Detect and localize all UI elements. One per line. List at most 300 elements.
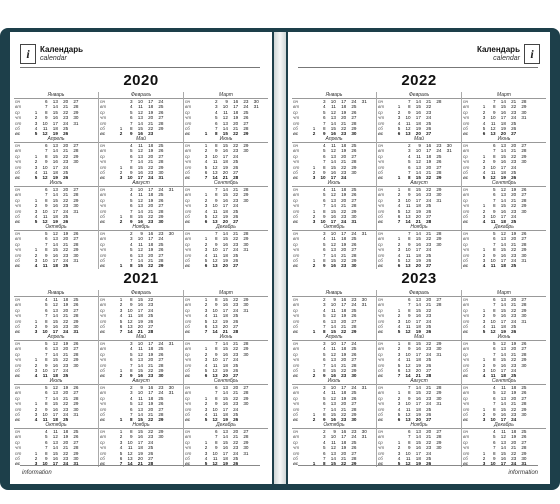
day-cell: 22 — [148, 164, 154, 170]
weekday-label: чт — [293, 203, 300, 209]
weekday-label: вт — [463, 346, 470, 352]
day-cell: 1 — [482, 357, 486, 363]
day-cell: 30 — [436, 241, 442, 247]
weekday-label: пн — [185, 385, 191, 390]
month-grid — [183, 290, 268, 335]
day-cell: 31 — [361, 302, 367, 308]
day-cell: 22 — [233, 131, 239, 137]
day-cell: 17 — [222, 406, 228, 412]
day-cell: 23 — [233, 148, 239, 154]
weekday-label: пт — [378, 164, 385, 170]
day-cell: 10 — [42, 164, 48, 170]
day-cell: 11 — [212, 159, 218, 165]
day-cell: 4 — [323, 346, 326, 352]
day-cell: 8 — [323, 329, 326, 335]
day-cell: 23 — [148, 434, 154, 440]
day-cell: 8 — [215, 143, 218, 148]
day-cell: 28 — [73, 313, 79, 319]
day-cell: 17 — [222, 203, 228, 209]
day-cell: 8 — [323, 367, 326, 373]
day-cell: 8 — [215, 192, 218, 198]
day-cell: 25 — [351, 187, 357, 192]
day-cell: 1 — [482, 247, 486, 253]
day-cell: 24 — [351, 99, 357, 104]
day-cell: 30 — [436, 395, 442, 401]
day-cell: 30 — [168, 385, 174, 390]
day-cell: 4 — [323, 390, 326, 396]
day-cell: 17 — [137, 175, 143, 181]
day-cell: 21 — [63, 241, 69, 247]
day-cell: 9 — [130, 169, 133, 175]
day-cell: 14 — [405, 373, 411, 379]
weekday-label: вс — [293, 461, 299, 467]
day-cell: 27 — [158, 357, 164, 363]
day-cell: 4 — [130, 104, 133, 110]
day-cell: 22 — [233, 297, 239, 302]
day-cell: 27 — [158, 406, 164, 412]
day-cell: 29 — [243, 439, 249, 445]
day-cell: 9 — [323, 131, 326, 137]
day-cell: 26 — [521, 187, 527, 192]
month-grid — [14, 334, 98, 379]
day-cell: 10 — [42, 461, 48, 467]
day-cell: 10 — [405, 247, 411, 253]
weekday-label: вс — [185, 131, 191, 137]
day-cell: 27 — [521, 395, 527, 401]
day-cell: 3 — [119, 307, 123, 313]
day-cell: 4 — [130, 395, 133, 401]
day-cell: 24 — [426, 351, 432, 357]
day-cell: 4 — [482, 373, 486, 379]
day-cell: 18 — [222, 208, 228, 214]
day-cell: 5 — [119, 450, 123, 456]
day-cell: 3 — [34, 120, 38, 126]
day-cell: 25 — [233, 208, 239, 214]
day-cell: 12 — [330, 313, 336, 319]
day-cell: 3 — [204, 406, 208, 412]
weekday-label: вс — [378, 373, 384, 379]
day-cell: 24 — [426, 115, 432, 121]
day-cell: 28 — [148, 329, 154, 335]
weekday-label: вс — [293, 175, 299, 181]
day-cell: 2 — [408, 143, 411, 148]
day-cell: 6 — [397, 417, 401, 423]
weekday-label: сб — [100, 455, 105, 461]
day-cell: 7 — [215, 390, 218, 396]
day-cell: 7 — [408, 434, 411, 440]
day-cell: 12 — [490, 125, 496, 131]
day-cell: 19 — [500, 175, 506, 181]
weekday-label: пт — [15, 406, 22, 412]
quarter-row — [14, 136, 268, 181]
day-cell: 3 — [408, 148, 411, 154]
day-cell: 6 — [397, 367, 401, 373]
day-cell: 24 — [148, 439, 154, 445]
day-cell: 13 — [212, 219, 218, 225]
month-grid — [376, 378, 461, 423]
month-grid — [461, 378, 546, 423]
weekday-label: сб — [185, 169, 190, 175]
day-cell: 25 — [158, 395, 164, 401]
day-cell: 5 — [323, 241, 326, 247]
day-cell: 16 — [52, 455, 58, 461]
day-cell: 18 — [148, 143, 154, 148]
weekday-label: чт — [185, 203, 192, 209]
day-cell: 27 — [233, 169, 239, 175]
day-cell: 7 — [323, 323, 326, 329]
weekday-label: сб — [15, 125, 20, 131]
day-cell: 27 — [436, 297, 442, 302]
day-cell: 3 — [323, 231, 326, 236]
day-cell: 4 — [204, 313, 208, 319]
day-cell: 10 — [42, 411, 48, 417]
day-cell: 11 — [212, 411, 218, 417]
month-grid — [183, 334, 268, 379]
day-cell: 5 — [204, 164, 208, 170]
day-cell: 28 — [243, 434, 249, 440]
day-cell: 5 — [323, 148, 326, 154]
day-cell: 26 — [426, 208, 432, 214]
weekday-label: ср — [15, 197, 20, 203]
day-cell: 27 — [158, 252, 164, 258]
day-cell: 3 — [397, 197, 401, 203]
month-grid — [98, 378, 183, 423]
day-cell: 30 — [436, 346, 442, 352]
day-cell: 27 — [521, 192, 527, 198]
day-cell: 15 — [330, 208, 336, 214]
day-cell: 2 — [204, 148, 208, 154]
day-cell: 2 — [482, 362, 486, 368]
day-cell: 23 — [511, 159, 517, 165]
day-cell: 23 — [341, 373, 347, 379]
weekday-label: вс — [378, 219, 384, 225]
weekday-label: вс — [463, 461, 469, 467]
day-cell: 1 — [312, 164, 316, 170]
weekday-label: вт — [185, 390, 192, 396]
month-grid — [292, 334, 376, 379]
day-cell: 17 — [137, 307, 143, 313]
day-cell: 9 — [418, 143, 421, 148]
day-cell: 10 — [490, 115, 496, 121]
day-cell: 6 — [493, 192, 496, 198]
day-cell: 30 — [351, 213, 357, 219]
day-cell: 18 — [148, 346, 154, 352]
month-name: Июль — [292, 378, 376, 385]
day-cell: 30 — [521, 252, 527, 258]
day-cell: 24 — [233, 450, 239, 456]
day-cell: 7 — [323, 406, 326, 412]
day-cell: 15 — [52, 357, 58, 363]
day-cell: 18 — [341, 346, 347, 352]
weekday-label: пт — [293, 208, 300, 214]
day-cell: 26 — [351, 445, 357, 451]
day-cell: 8 — [493, 307, 496, 313]
day-cell: 3 — [34, 411, 38, 417]
day-cell: 6 — [408, 297, 411, 302]
day-cell: 15 — [415, 439, 421, 445]
day-cell: 23 — [351, 429, 357, 434]
weekday-label: вт — [100, 236, 107, 242]
day-cell: 8 — [215, 395, 218, 401]
weekday-label: вт — [293, 236, 300, 242]
day-cell: 20 — [415, 263, 421, 269]
day-cell: 17 — [52, 461, 58, 467]
day-cell: 22 — [63, 153, 69, 159]
day-cell: 4 — [397, 323, 401, 329]
day-cell: 31 — [361, 231, 367, 236]
day-cell: 13 — [500, 143, 506, 148]
day-cell: 12 — [330, 192, 336, 198]
day-cell: 8 — [493, 247, 496, 253]
day-cell: 12 — [500, 187, 506, 192]
day-cell: 15 — [222, 192, 228, 198]
month-name: Сентябрь — [462, 180, 546, 187]
day-cell: 26 — [521, 231, 527, 236]
day-cell: 7 — [493, 445, 496, 451]
day-cell: 6 — [45, 346, 48, 352]
day-cell: 5 — [119, 318, 123, 324]
month-grid — [461, 136, 546, 181]
day-cell: 5 — [323, 395, 326, 401]
day-cell: 21 — [511, 148, 517, 154]
month-grid — [98, 136, 183, 181]
day-cell: 22 — [426, 175, 432, 181]
day-cell: 15 — [415, 175, 421, 181]
month-grid — [461, 224, 546, 269]
day-cell: 6 — [130, 203, 133, 209]
day-cell: 14 — [500, 302, 506, 308]
day-cell: 3 — [34, 461, 38, 467]
weekday-label: пн — [378, 385, 384, 390]
month-name: Декабрь — [462, 224, 546, 231]
month-name: Январь — [14, 92, 98, 99]
day-cell: 7 — [215, 341, 218, 346]
day-cell: 7 — [493, 99, 496, 104]
weekday-label: сб — [100, 367, 105, 373]
day-cell: 16 — [222, 351, 228, 357]
weekday-label: пн — [463, 99, 469, 104]
day-cell: 1 — [397, 187, 401, 192]
day-cell: 8 — [323, 208, 326, 214]
day-cell: 24 — [148, 307, 154, 313]
weekday-label: сб — [100, 125, 105, 131]
day-cell: 16 — [330, 263, 336, 269]
day-cell — [516, 263, 526, 268]
weekday-label: сб — [293, 169, 298, 175]
day-cell: 13 — [500, 439, 506, 445]
day-cell: 13 — [330, 115, 336, 121]
day-cell: 22 — [341, 367, 347, 373]
day-cell: 29 — [243, 192, 249, 198]
day-cell: 13 — [52, 307, 58, 313]
weekday-label: пт — [293, 450, 300, 456]
day-cell: 9 — [45, 406, 48, 412]
weekday-label: пт — [100, 120, 107, 126]
day-cell: 3 — [130, 187, 133, 192]
day-cell: 15 — [500, 153, 506, 159]
day-cell: 2 — [312, 263, 316, 269]
month-grid — [98, 224, 183, 269]
month-grid — [98, 92, 183, 137]
weekday-label: пт — [378, 208, 385, 214]
day-cell: 26 — [521, 434, 527, 440]
day-cell: 16 — [222, 302, 228, 308]
day-cell: 21 — [63, 192, 69, 198]
day-cell: 2 — [397, 395, 401, 401]
weekday-label: ср — [100, 439, 105, 445]
day-cell: 20 — [148, 252, 154, 258]
weekday-label: ср — [293, 395, 298, 401]
day-cell: 16 — [233, 99, 239, 104]
day-cell: 23 — [341, 417, 347, 423]
day-cell: 30 — [521, 411, 527, 417]
day-cell: 12 — [330, 395, 336, 401]
day-cell: 19 — [63, 434, 69, 440]
day-cell: 5 — [45, 341, 48, 346]
month-name: Март — [184, 92, 268, 99]
day-cell: 15 — [500, 104, 506, 110]
weekday-label: вт — [15, 434, 22, 440]
day-cell: 11 — [223, 109, 228, 115]
day-cell: 20 — [511, 297, 517, 302]
day-cell: 17 — [500, 164, 506, 170]
day-cell: 17 — [500, 115, 506, 121]
day-cell: 20 — [341, 450, 347, 456]
weekday-label: вс — [378, 417, 384, 423]
day-cell: 25 — [351, 346, 357, 352]
day-cell: 29 — [243, 143, 249, 148]
day-cell: 19 — [222, 257, 228, 263]
day-cell: 23 — [148, 169, 154, 175]
day-cell: 9 — [493, 208, 496, 214]
day-cell: 10 — [42, 367, 48, 373]
month-name: Апрель — [14, 334, 98, 341]
day-cell: 16 — [330, 417, 336, 423]
weekday-label: чт — [15, 445, 22, 451]
weekday-label: сб — [15, 455, 20, 461]
day-cell: 9 — [323, 417, 326, 423]
day-cell: 29 — [73, 318, 79, 324]
day-cell: 1 — [397, 439, 401, 445]
day-cell: 8 — [493, 357, 496, 363]
day-cell: 15 — [330, 125, 336, 131]
weekday-label: вт — [185, 434, 192, 440]
day-cell: 8 — [45, 153, 48, 159]
day-cell: 29 — [243, 395, 249, 401]
month-name: Июнь — [184, 334, 268, 341]
day-cell: 30 — [158, 169, 164, 175]
day-cell: 17 — [148, 99, 154, 104]
day-cell: 10 — [42, 208, 48, 214]
day-cell: 8 — [215, 236, 218, 242]
day-cell: 7 — [408, 385, 411, 390]
weekday-label: пн — [463, 385, 469, 390]
weekday-label: сб — [15, 169, 20, 175]
day-cell: 27 — [351, 115, 357, 121]
day-cell: 16 — [330, 131, 336, 137]
day-cell: 15 — [415, 341, 421, 346]
day-cell: 8 — [45, 197, 48, 203]
day-cell: 5 — [45, 434, 48, 440]
day-cell: 20 — [148, 153, 154, 159]
day-cell: 5 — [493, 341, 496, 346]
day-cell: 20 — [222, 169, 228, 175]
day-cell: 2 — [204, 197, 208, 203]
day-cell: 16 — [426, 143, 432, 148]
day-cell: 19 — [233, 115, 239, 121]
weekday-label: ср — [15, 109, 20, 115]
day-cell: 17 — [222, 153, 228, 159]
day-cell: 31 — [361, 99, 367, 104]
day-cell: 2 — [482, 313, 486, 319]
weekday-label: пт — [378, 120, 385, 126]
day-cell: 8 — [45, 109, 48, 115]
day-cell: 22 — [426, 104, 432, 110]
day-cell: 6 — [130, 357, 133, 363]
day-cell: 2 — [34, 362, 38, 368]
day-cell: 3 — [482, 367, 486, 373]
month-grid — [14, 136, 98, 181]
month-name: Январь — [292, 92, 376, 99]
day-cell: 15 — [137, 297, 143, 302]
day-cell: 18 — [415, 120, 421, 126]
day-cell: 2 — [482, 109, 486, 115]
day-cell: 14 — [52, 395, 58, 401]
day-cell: 15 — [222, 131, 228, 137]
day-cell: 8 — [408, 390, 411, 396]
day-cell: 21 — [148, 208, 154, 214]
day-cell: 12 — [405, 125, 411, 131]
day-cell: 16 — [500, 455, 506, 461]
day-cell: 13 — [405, 213, 411, 219]
day-cell: 20 — [233, 429, 239, 434]
weekday-label: ср — [463, 351, 468, 357]
day-cell: 21 — [341, 252, 347, 258]
day-cell: 21 — [511, 241, 517, 247]
day-cell: 12 — [405, 362, 411, 368]
day-cell: 29 — [436, 187, 442, 192]
weekday-label: чт — [378, 115, 385, 121]
day-cell: 11 — [42, 373, 48, 379]
day-cell: 3 — [312, 175, 316, 181]
day-cell: 12 — [42, 219, 48, 225]
day-cell: 5 — [204, 213, 208, 219]
header-rule — [20, 67, 260, 68]
day-cell: 21 — [511, 302, 517, 308]
day-cell: 17 — [341, 302, 347, 308]
day-cell: 27 — [73, 236, 79, 242]
day-cell: 25 — [233, 411, 239, 417]
day-cell: 9 — [45, 252, 48, 258]
weekday-label: чт — [293, 247, 300, 253]
day-cell: 22 — [426, 341, 432, 346]
day-cell: 2 — [482, 411, 486, 417]
weekday-label: пн — [463, 341, 469, 346]
day-cell: 28 — [351, 120, 357, 126]
day-cell: 2 — [34, 159, 38, 165]
day-cell: 11 — [405, 323, 411, 329]
day-cell: 17 — [500, 461, 506, 467]
day-cell: 4 — [130, 241, 133, 247]
day-cell: 10 — [320, 175, 326, 181]
weekday-label: чт — [463, 203, 470, 209]
day-cell: 10 — [212, 247, 218, 253]
day-cell: 2 — [34, 252, 38, 258]
month-grid — [292, 422, 376, 467]
day-cell: 21 — [63, 313, 69, 319]
weekday-label: пн — [378, 187, 384, 192]
day-cell: 10 — [212, 450, 218, 456]
